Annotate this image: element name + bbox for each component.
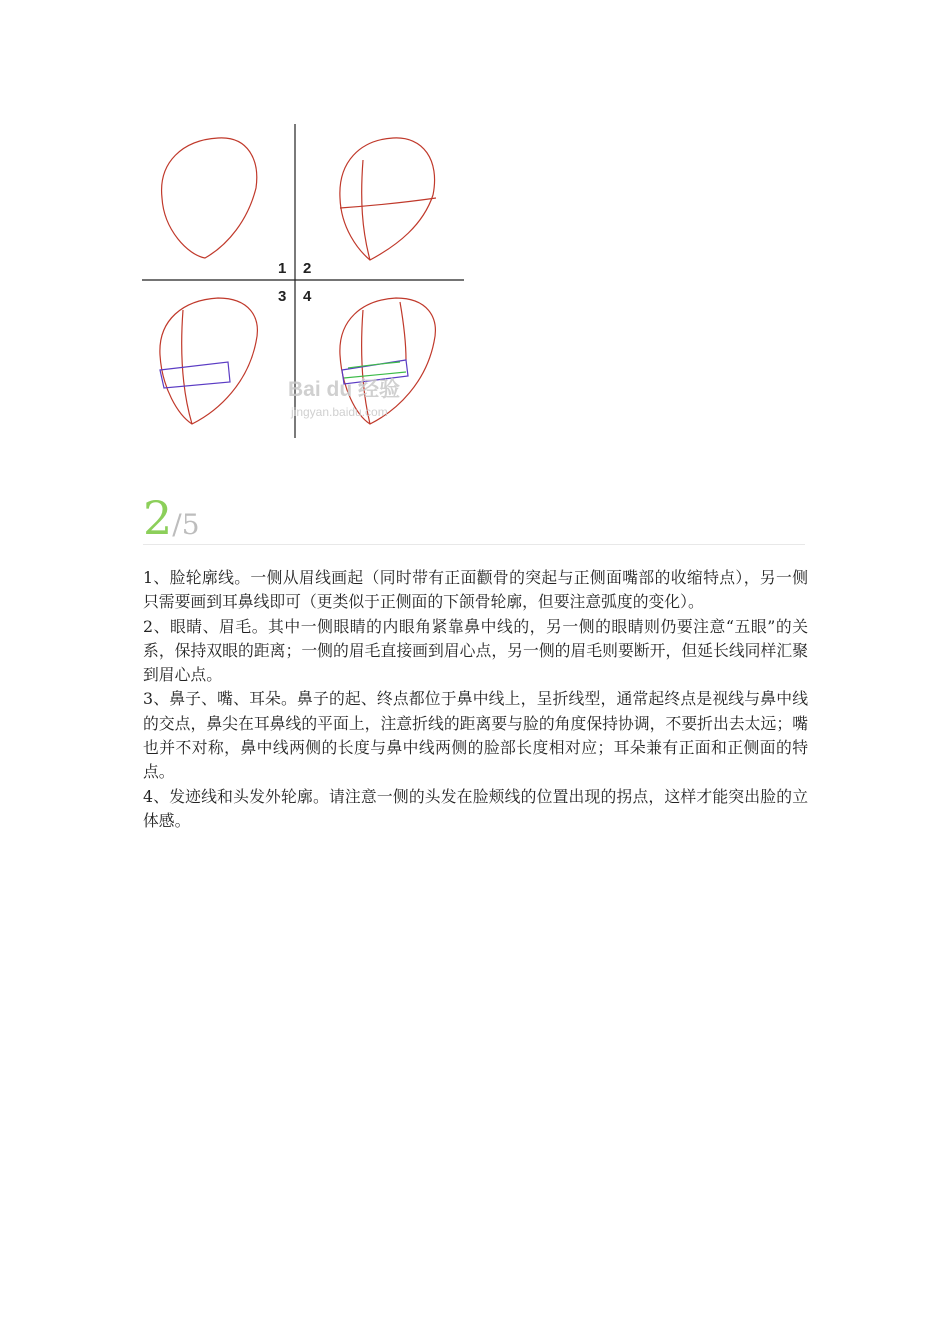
quadrant-2-sketch (340, 138, 436, 260)
step-total: 5 (181, 508, 200, 541)
quadrant-1-sketch (162, 138, 257, 258)
step-separator: / (172, 508, 182, 541)
paragraph-1: 1、脸轮廓线。一侧从眉线画起（同时带有正面颧骨的突起与正侧面嘴部的收缩特点），另一侧只需要画到耳鼻线即可（更类似于正侧面的下颌骨轮廓，但要注意弧度的变化）。 (143, 568, 808, 612)
step-indicator (143, 492, 805, 545)
quadrant-label-2: 2 (303, 260, 312, 277)
quadrant-3-sketch (160, 298, 257, 424)
watermark-url: jingyan.baidu.com (291, 405, 388, 419)
paragraph-4: 4、发迹线和头发外轮廓。请注意一侧的头发在脸颊线的位置出现的拐点，这样才能突出脸的立体感。 (143, 786, 808, 830)
paragraph-2: 2、眼睛、眉毛。其中一侧眼睛的内眼角紧靠鼻中线的，另一侧的眼睛则仍要注意“五眼”的关系，保持双眼的距离；一侧的眉毛直接画到眉心点，另一侧的眉毛则要断开，但延长线同样汇聚到眉心点。 (143, 616, 808, 685)
quadrant-label-3: 3 (278, 288, 287, 305)
quadrant-label-4: 4 (303, 288, 312, 305)
paragraph-3: 3、鼻子、嘴、耳朵。鼻子的起、终点都位于鼻中线上，呈折线型，通常起终点是视线与鼻中线的交点，鼻尖在耳鼻线的平面上，注意折线的距离要与脸的角度保持协调，不要折出去太远；嘴也并不对称，鼻中线两侧的长度与鼻中线两侧的脸部长度相对应；耳朵兼有正面和正侧面的特点。 (143, 689, 808, 782)
step-current: 2 (143, 491, 173, 545)
watermark-logo: Bai du 经验 (288, 378, 401, 401)
step-content (143, 566, 808, 833)
head-drawing-steps-figure (138, 120, 468, 440)
quadrant-label-1: 1 (278, 260, 287, 277)
